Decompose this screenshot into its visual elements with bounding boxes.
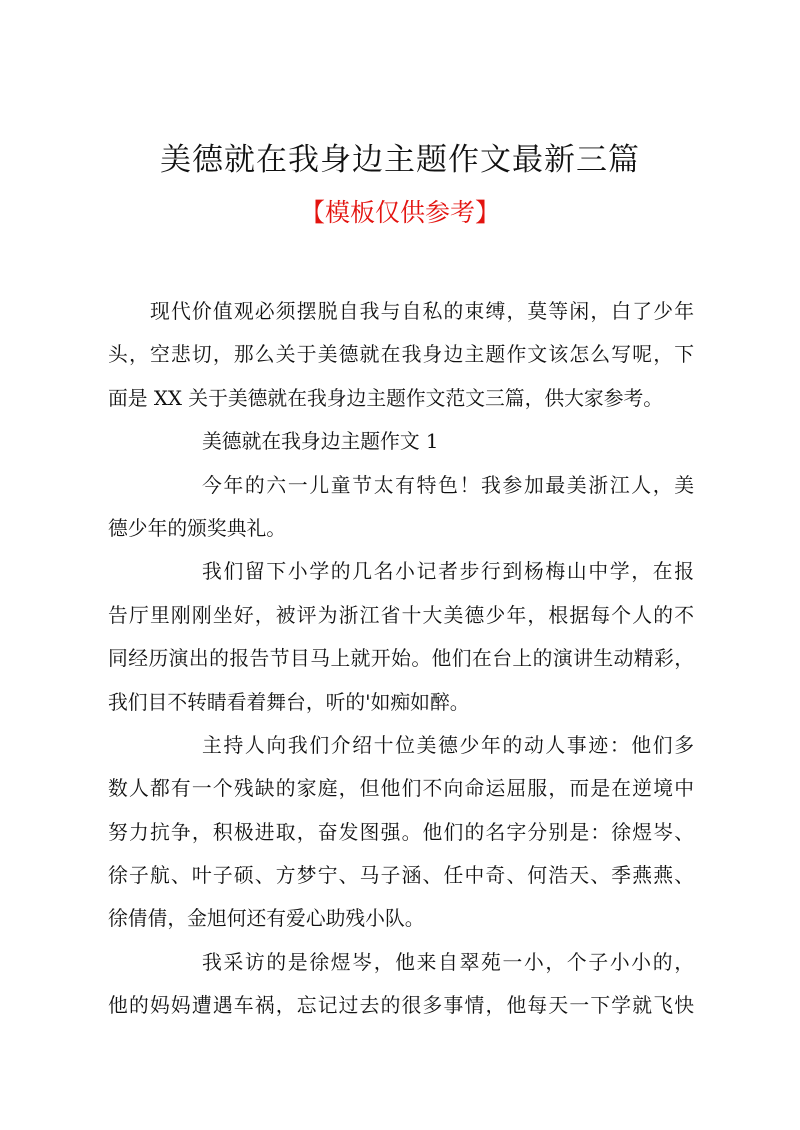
document-title: 美德就在我身边主题作文最新三篇 bbox=[160, 142, 640, 178]
paragraph-line: 告厅里刚刚坐好，被评为浙江省十大美德少年，根据每个人的不 bbox=[108, 603, 694, 627]
section-heading: 美德就在我身边主题作文 1 bbox=[202, 430, 439, 454]
paragraph-line: 我们目不转睛看着舞台，听的'如痴如醉。 bbox=[108, 690, 470, 714]
paragraph-line: 主持人向我们介绍十位美德少年的动人事迹：他们多 bbox=[202, 733, 694, 757]
paragraph-line: 同经历演出的报告节目马上就开始。他们在台上的演讲生动精彩， bbox=[108, 647, 694, 671]
paragraph-line: 我采访的是徐煜岑，他来自翠苑一小，个子小小的， bbox=[202, 950, 694, 974]
paragraph-line: 他的妈妈遭遇车祸，忘记过去的很多事情，他每天一下学就飞快 bbox=[108, 994, 694, 1018]
paragraph-line: 头，空悲切，那么关于美德就在我身边主题作文该怎么写呢，下 bbox=[108, 343, 694, 367]
paragraph-line: 今年的六一儿童节太有特色！我参加最美浙江人，美 bbox=[202, 473, 694, 497]
paragraph-line: 数人都有一个残缺的家庭，但他们不向命运屈服，而是在逆境中 bbox=[108, 777, 694, 801]
paragraph-line: 徐倩倩，金旭何还有爱心助残小队。 bbox=[108, 907, 425, 931]
paragraph-line: 努力抗争，积极进取，奋发图强。他们的名字分别是：徐煜岑、 bbox=[108, 820, 694, 844]
template-notice: 【模板仅供参考】 bbox=[299, 198, 500, 227]
paragraph-line: 徐子航、叶子硕、方梦宁、马子涵、任中奇、何浩天、季燕燕、 bbox=[108, 864, 694, 888]
document-body bbox=[108, 290, 694, 1028]
paragraph-line: 德少年的颁奖典礼。 bbox=[108, 516, 287, 540]
paragraph-line: 面是 XX 关于美德就在我身边主题作文范文三篇，供大家参考。 bbox=[108, 386, 664, 410]
paragraph-line: 我们留下小学的几名小记者步行到杨梅山中学，在报 bbox=[202, 560, 694, 584]
paragraph-line: 现代价值观必须摆脱自我与自私的束缚，莫等闲，白了少年 bbox=[150, 300, 694, 323]
